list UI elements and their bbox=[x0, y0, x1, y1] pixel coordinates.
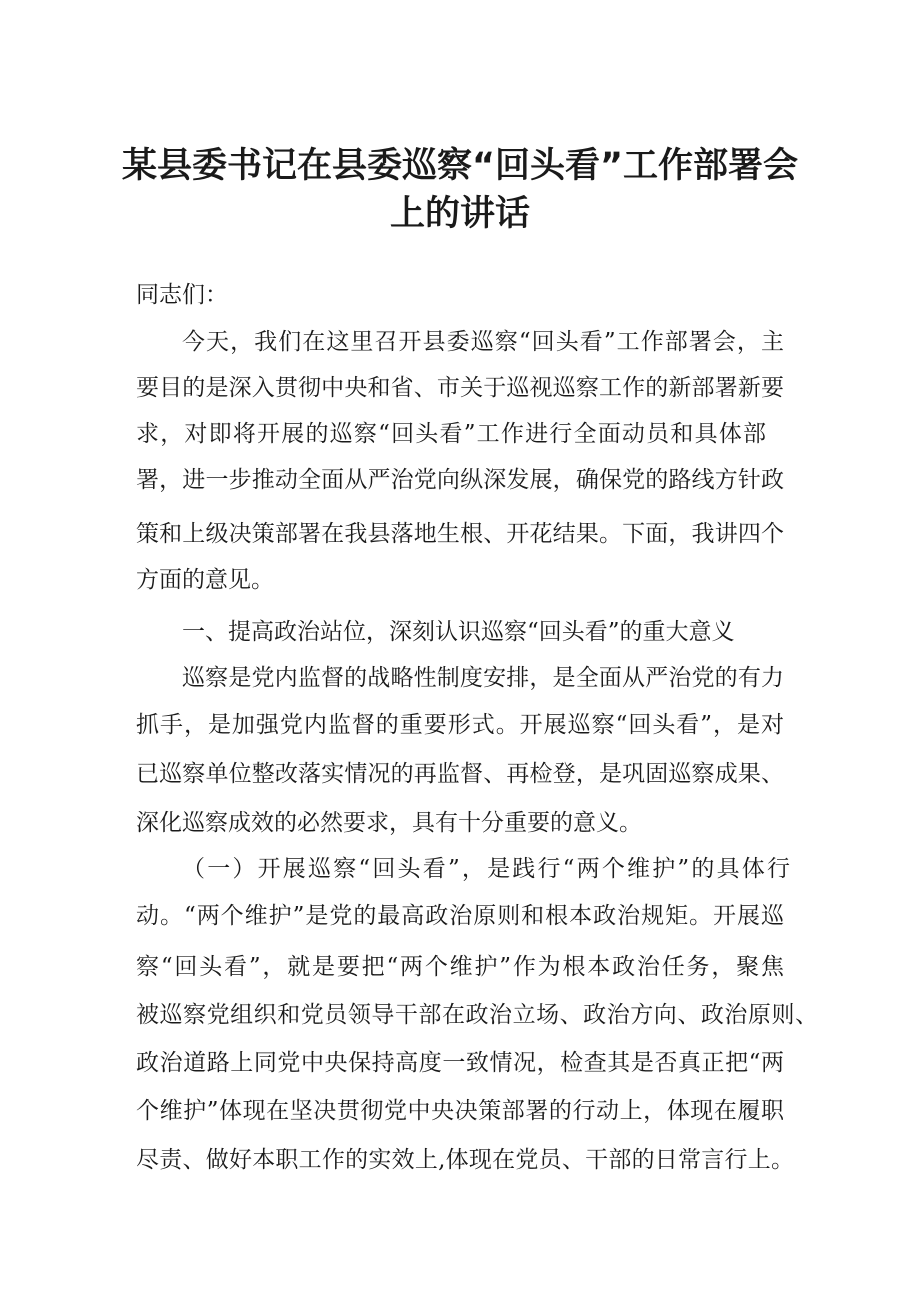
paragraph-2-line-3: 已巡察单位整改落实情况的再监督、再检登，是巩固巡察成果、 bbox=[136, 761, 784, 787]
paragraph-3-line-1: （一）开展巡察“回头看”，是践行“两个维护”的具体行 bbox=[182, 856, 790, 882]
paragraph-3-line-3: 察“回头看”，就是要把“两个维护”作为根本政治任务，聚焦 bbox=[136, 954, 784, 980]
paragraph-1-line-4: 署，进一步推动全面从严治党向纵深发展，确保党的路线方针政 bbox=[136, 467, 784, 493]
paragraph-3-line-5: 政治道路上同党中央保持高度一致情况，检查其是否真正把“两 bbox=[136, 1050, 784, 1076]
paragraph-1-line-5: 策和上级决策部署在我县落地生根、开花结果。下面，我讲四个 bbox=[136, 521, 784, 547]
paragraph-2-line-1: 巡察是党内监督的战略性制度安排，是全面从严治党的有力 bbox=[182, 665, 784, 691]
paragraph-3-line-7: 尽责、做好本职工作的实效上,体现在党员、干部的日常言行上。 bbox=[136, 1147, 794, 1173]
paragraph-1-line-6: 方面的意见。 bbox=[136, 567, 274, 593]
document-title-line-1: 某县委书记在县委巡察“回头看”工作部署会 bbox=[121, 146, 798, 186]
paragraph-1-line-3: 求，对即将开展的巡察“回头看”工作进行全面动员和具体部 bbox=[136, 421, 766, 447]
section-heading-1: 一、提高政治站位，深刻认识巡察“回头看”的重大意义 bbox=[182, 619, 735, 645]
paragraph-1-line-1: 今天，我们在这里召开县委巡察“回头看”工作部署会，主 bbox=[182, 329, 784, 355]
paragraph-3-line-4: 被巡察党组织和党员领导干部在政治立场、政治方向、政治原则、 bbox=[136, 1002, 818, 1028]
paragraph-1-line-2: 要目的是深入贯彻中央和省、市关于巡视巡察工作的新部署新要 bbox=[136, 375, 784, 401]
paragraph-3-line-2: 动。“两个维护”是党的最高政治原则和根本政治规矩。开展巡 bbox=[136, 903, 784, 929]
salutation: 同志们： bbox=[136, 282, 228, 308]
document-title-line-2: 上的讲话 bbox=[389, 194, 530, 234]
paragraph-3-line-6: 个维护”体现在坚决贯彻党中央决策部署的行动上，体现在履职 bbox=[136, 1098, 784, 1124]
paragraph-2-line-2: 抓手，是加强党内监督的重要形式。开展巡察“回头看”，是对 bbox=[136, 712, 784, 738]
paragraph-2-line-4: 深化巡察成效的必然要求，具有十分重要的意义。 bbox=[136, 810, 642, 836]
